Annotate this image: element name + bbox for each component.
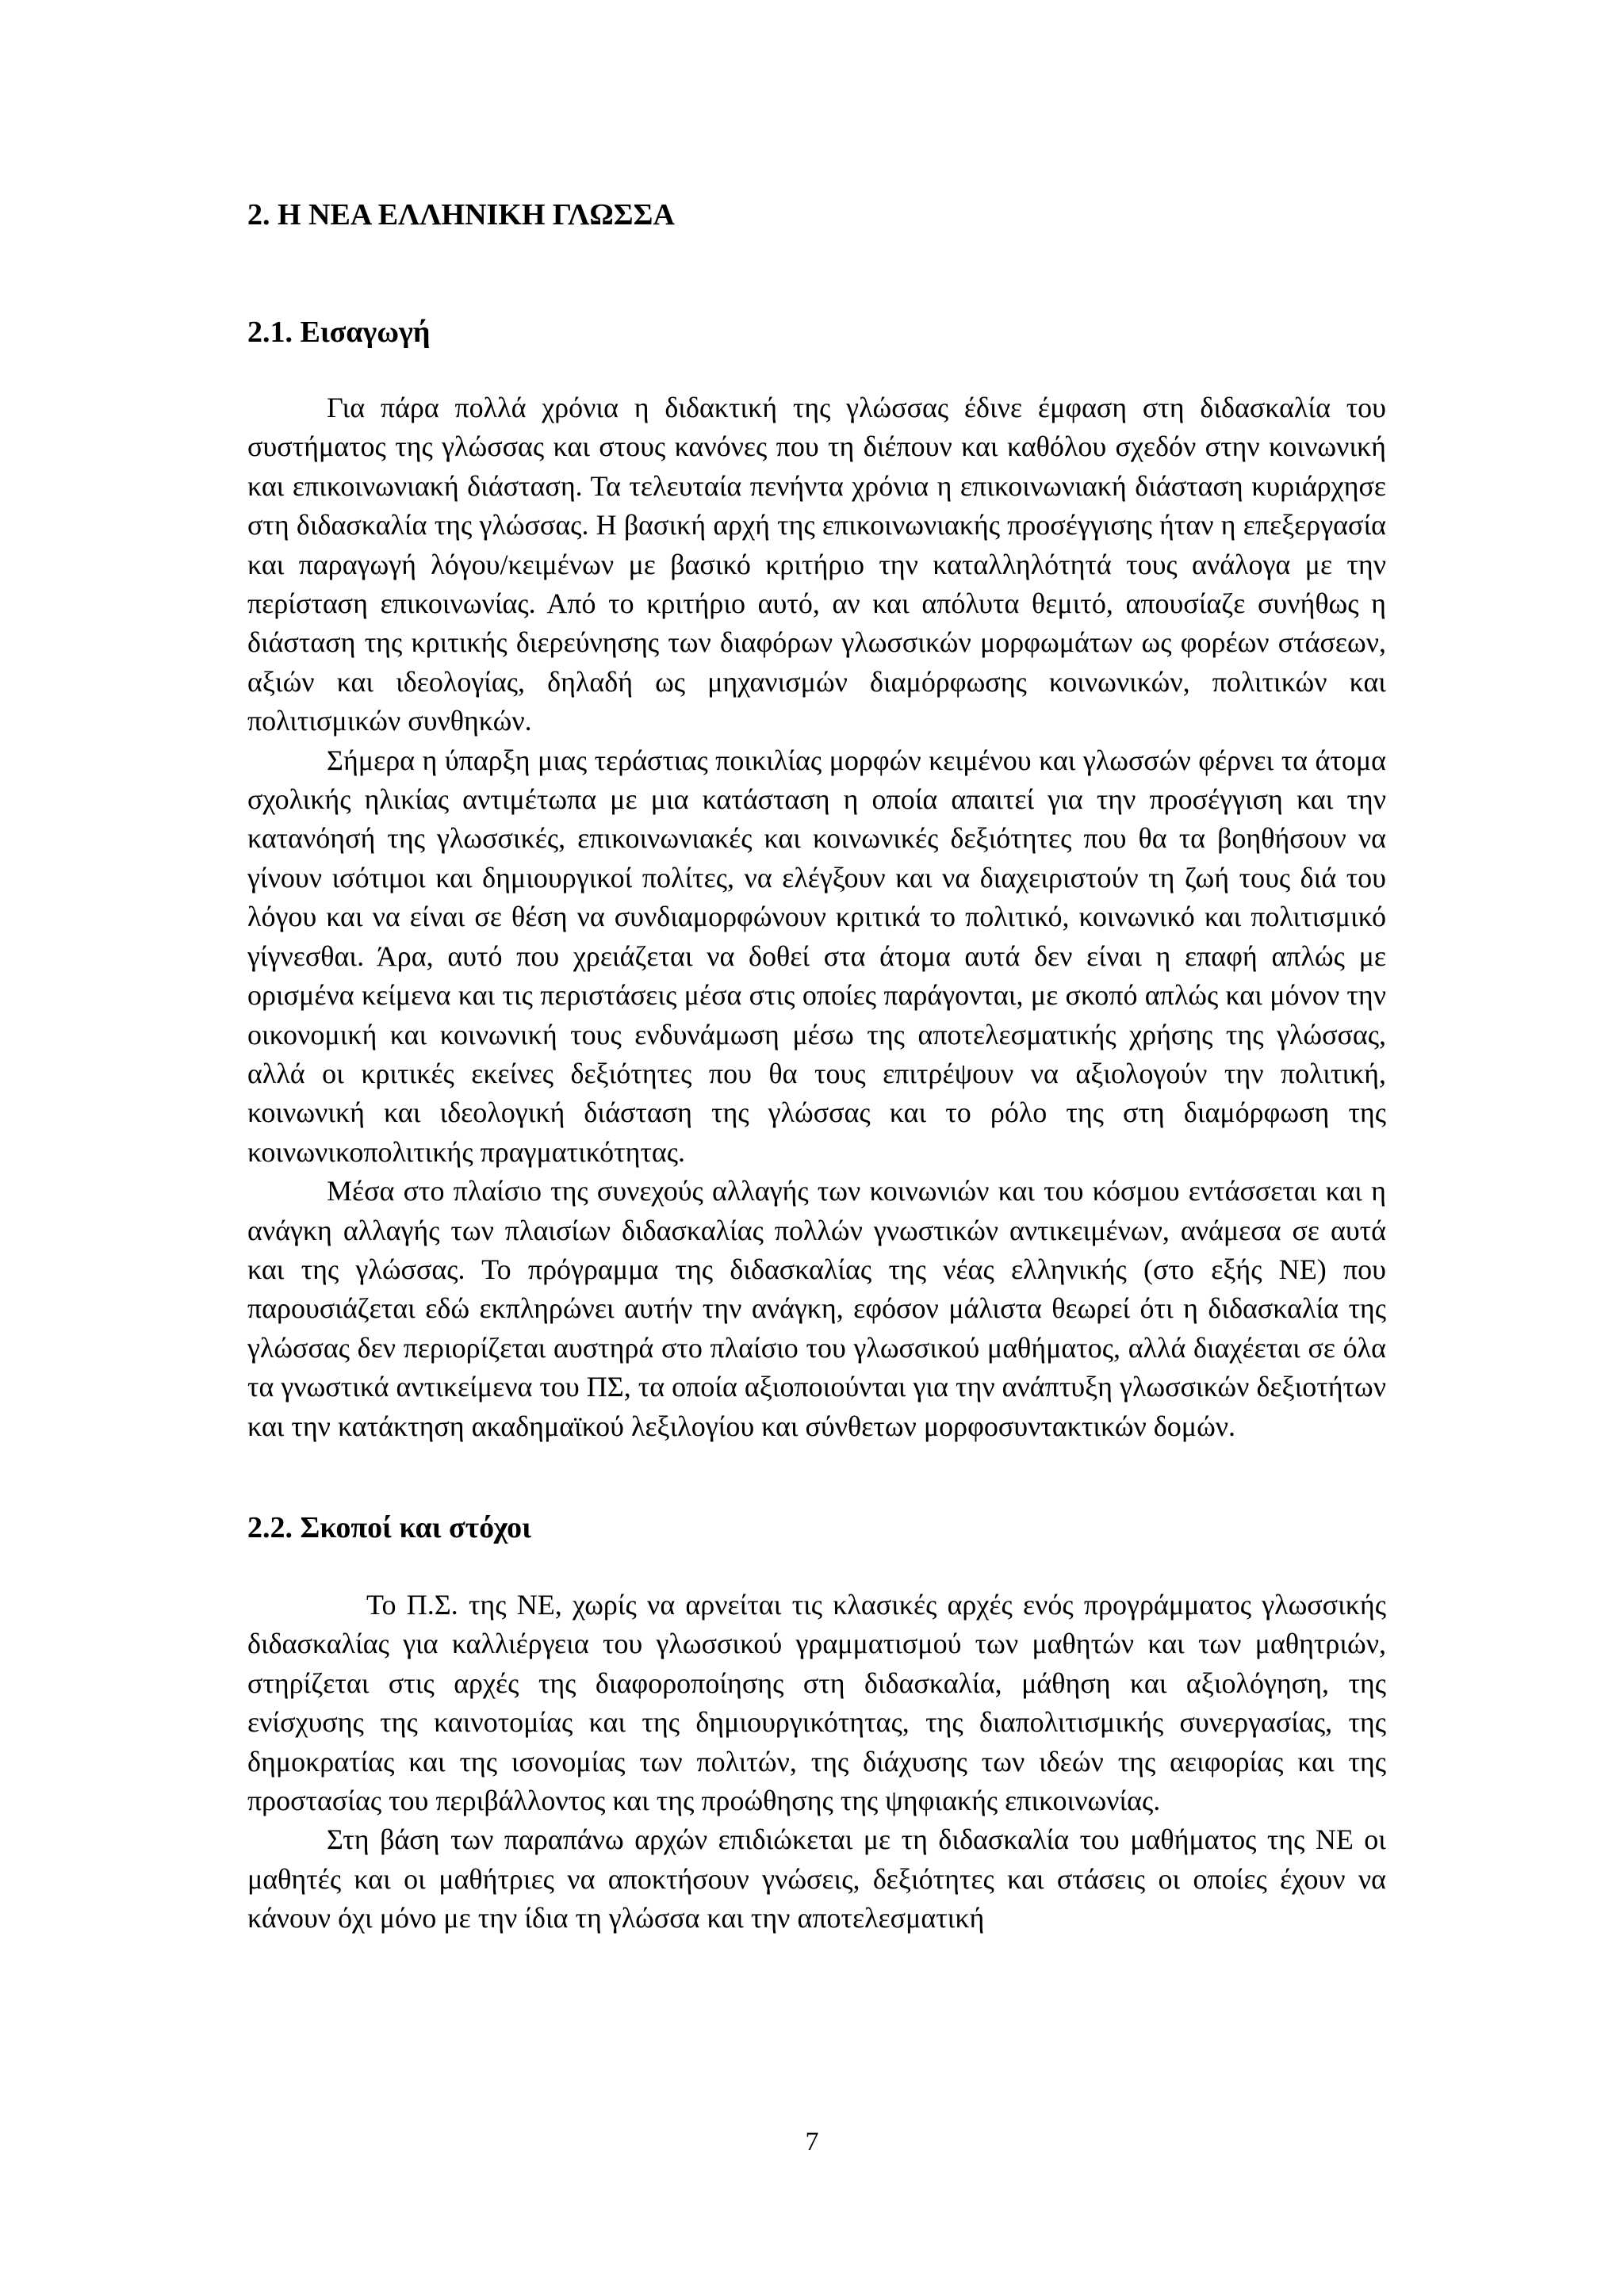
paragraph: Στη βάση των παραπάνω αρχών επιδιώκεται με τη διδασκαλία του μαθήματος της ΝΕ οι μαθητές και οι μαθήτριες να αποκτήσουν γνώσεις, δεξιότητες και στάσεις οι οποίες έχουν να κάνουν όχι μόνο με την ίδια τη γλώσσα και την αποτελεσματική	[247, 1823, 1386, 1934]
paragraph: Σήμερα η ύπαρξη μιας τεράστιας ποικιλίας μορφών κειμένου και γλωσσών φέρνει τα άτομα σχολικής ηλικίας αντιμέτωπα με μια κατάσταση η οποία απαιτεί για την προσέγγιση και την κατανόησή της γλωσσικές, επικοινωνιακές και κοινωνικές δεξιότητες που θα τα βοηθήσουν να γίνουν ισότιμοι και δημιουργικοί πολίτες, να ελέγξουν και να διαχειριστούν τη ζωή τους διά του λόγου και να είναι σε θέση να συνδιαμορφώνουν κριτικά το πολιτικό, κοινωνικό και πολιτισμικό γίγνεσθαι. Άρα, αυτό που χρειάζεται να δοθεί στα άτομα αυτά δεν είναι η επαφή απλώς με ορισμένα κείμενα και τις περιστάσεις μέσα στις οποίες παράγονται, με σκοπό απλώς και μόνον την οικονομική και κοινωνική τους ενδυνάμωση μέσω της αποτελεσματικής χρήσης της γλώσσας, αλλά οι κριτικές εκείνες δεξιότητες που θα τους επιτρέψουν να αξιολογούν την πολιτική, κοινωνική και ιδεολογική διάσταση της γλώσσας και το ρόλο της στη διαμόρφωση της κοινωνικοπολιτικής πραγματικότητας.	[247, 744, 1386, 1168]
chapter-heading: 2. Η ΝΕΑ ΕΛΛΗΝΙΚΗ ΓΛΩΣΣΑ	[247, 198, 675, 232]
section-title-goals: 2.2. Σκοποί και στόχοι	[247, 1510, 531, 1544]
section-goals	[247, 1508, 1386, 1938]
section-title-introduction: 2.1. Εισαγωγή	[247, 316, 431, 349]
page-number: 7	[805, 2127, 819, 2156]
paragraph: Για πάρα πολλά χρόνια η διδακτική της γλώσσας έδινε έμφαση στη διδασκαλία του συστήματος της γλώσσας και στους κανόνες που τη διέπουν και καθόλου σχεδόν στην κοινωνική και επικοινωνιακή διάσταση. Τα τελευταία πενήντα χρόνια η επικοινωνιακή διάσταση κυριάρχησε στη διδασκαλία της γλώσσας. Η βασική αρχή της επικοινωνιακής προσέγγισης ήταν η επεξεργασία και παραγωγή λόγου/κειμένων με βασικό κριτήριο την καταλληλότητά τους ανάλογα με την περίσταση επικοινωνίας. Από το κριτήριο αυτό, αν και απόλυτα θεμιτό, απουσίαζε συνήθως η διάσταση της κριτικής διερεύνησης των διαφόρων γλωσσικών μορφωμάτων ως φορέων στάσεων, αξιών και ιδεολογίας, δηλαδή ως μηχανισμών διαμόρφωσης κοινωνικών, πολιτικών και πολιτισμικών συνθηκών.	[247, 392, 1386, 737]
page-content	[247, 195, 1386, 1938]
paragraph: Το Π.Σ. της ΝΕ, χωρίς να αρνείται τις κλασικές αρχές ενός προγράμματος γλωσσικής διδασκαλίας για καλλιέργεια του γλωσσικού γραμματισμού των μαθητών και των μαθητριών, στηρίζεται στις αρχές της διαφοροποίησης στη διδασκαλία, μάθηση και αξιολόγηση, της ενίσχυσης της καινοτομίας και της δημιουργικότητας, της διαπολιτισμικής συνεργασίας, της δημοκρατίας και της ισονομίας των πολιτών, της διάχυσης των ιδεών της αειφορίας και της προστασίας του περιβάλλοντος και της προώθησης της ψηφιακής επικοινωνίας.	[247, 1588, 1386, 1816]
paragraph: Μέσα στο πλαίσιο της συνεχούς αλλαγής των κοινωνιών και του κόσμου εντάσσεται και η ανάγκη αλλαγής των πλαισίων διδασκαλίας πολλών γνωστικών αντικειμένων, ανάμεσα σε αυτά και της γλώσσας. Το πρόγραμμα της διδασκαλίας της νέας ελληνικής (στο εξής ΝΕ) που παρουσιάζεται εδώ εκπληρώνει αυτήν την ανάγκη, εφόσον μάλιστα θεωρεί ότι η διδασκαλία της γλώσσας δεν περιορίζεται αυστηρά στο πλαίσιο του γλωσσικού μαθήματος, αλλά διαχέεται σε όλα τα γνωστικά αντικείμενα του ΠΣ, τα οποία αξιοποιούνται για την ανάπτυξη γλωσσικών δεξιοτήτων και την κατάκτηση ακαδημαϊκού λεξιλογίου και σύνθετων μορφοσυντακτικών δομών.	[247, 1175, 1386, 1442]
section-introduction	[247, 312, 1386, 1446]
